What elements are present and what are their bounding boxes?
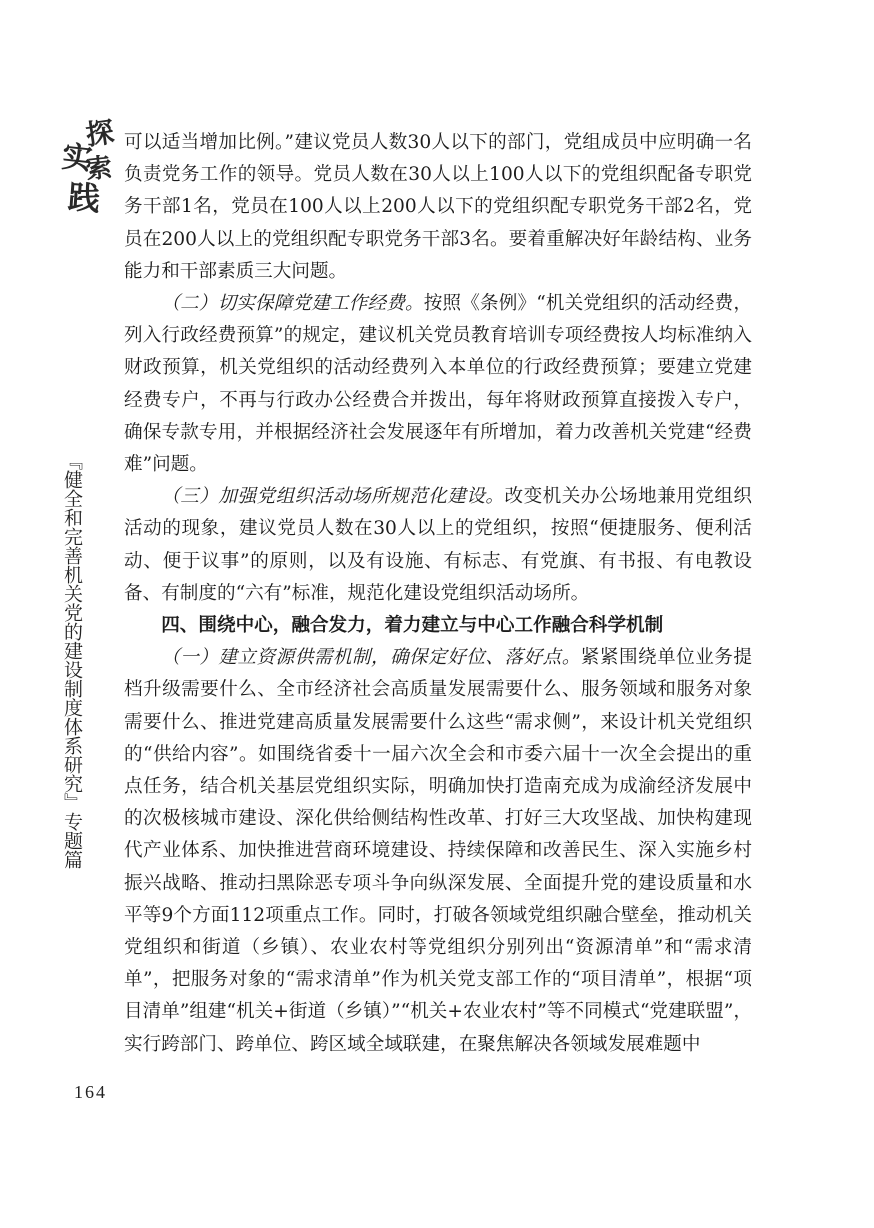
main-text xyxy=(124,127,752,1061)
subheading: （三）加强党组织活动场所规范化建设。 xyxy=(161,486,505,508)
logo-char: 践 xyxy=(66,177,102,219)
subheading: （二）切实保障党建工作经费。 xyxy=(161,293,424,315)
subheading: （一）建立资源供需机制，确保定好位、落好点。 xyxy=(161,647,581,669)
paragraph-body: 改变机关办公场地兼用党组织活动的现象，建议党员人数在30人以上的党组织，按照“便捷服务、便利活动、便于议事”的原则，以及有设施、有标志、有党旗、有书报、有电教设备、有制度的“六有”标准，规范化建设党组织活动场所。 xyxy=(124,486,752,604)
page-number: 164 xyxy=(74,1082,107,1102)
paragraph-body: 按照《条例》“机关党组织的活动经费，列入行政经费预算”的规定，建议机关党员教育培训专项经费按人均标准纳入财政预算，机关党组织的活动经费列入本单位的行政经费预算；要建立党建经费专户，不再与行政办公经费合并拨出，每年将财政预算直接拨入专户，确保专款专用，并根据经济社会发展逐年有所增加，着力改善机关党建“经费难”问题。 xyxy=(124,293,752,476)
running-section-title: 『健全和完善机关党的建设制度体系研究』专题篇 xyxy=(61,246,83,1074)
paragraph xyxy=(124,642,752,1061)
paragraph: 可以适当增加比例。”建议党员人数30人以下的部门，党组成员中应明确一名负责党务工作的领导。党员人数在30人以上100人以下的党组织配备专职党务干部1名，党员在100人以上200人以下的党组织配专职党务干部2名，党员在200人以上的党组织配专职党务干部3名。要着重解决好年龄结构、业务能力和干部素质三大问题。 xyxy=(124,132,752,282)
paragraph-body: 紧紧围绕单位业务提档升级需要什么、全市经济社会高质量发展需要什么、服务领域和服务对象需要什么、推进党建高质量发展需要什么这些“需求侧”，来设计机关党组织的“供给内容”。如围绕省委十一届六次全会和市委六届十一次全会提出的重点任务，结合机关基层党组织实际，明确加快打造南充成为成渝经济发展中的次极核城市建设、深化供给侧结构性改革、打好三大攻坚战、加快构建现代产业体系、加快推进营商环境建设、持续保障和改善民生、深入实施乡村振兴战略、推动扫黑除恶专项斗争向纵深发展、全面提升党的建设质量和水平等9个方面112项重点工作。同时，打破各领域党组织融合壁垒，推动机关党组织和街道（乡镇）、农业农村等党组织分别列出“资源清单”和“需求清单”，把服务对象的“需求清单”作为机关党支部工作的“项目清单”，根据“项目清单”组建“机关+街道（乡镇）”“机关+农业农村”等不同模式“党建联盟”，实行跨部门、跨单位、跨区域全域联建，在聚焦解决各领域发展难题中 xyxy=(124,647,752,1055)
paragraph xyxy=(124,288,752,481)
section-heading: 四、围绕中心，融合发力，着力建立与中心工作融合科学机制 xyxy=(161,615,664,637)
paragraph xyxy=(124,481,752,610)
series-logo xyxy=(56,115,117,232)
logo-char: 索 xyxy=(84,152,114,186)
logo-char: 实 xyxy=(60,139,94,178)
logo-char: 探 xyxy=(83,115,117,152)
